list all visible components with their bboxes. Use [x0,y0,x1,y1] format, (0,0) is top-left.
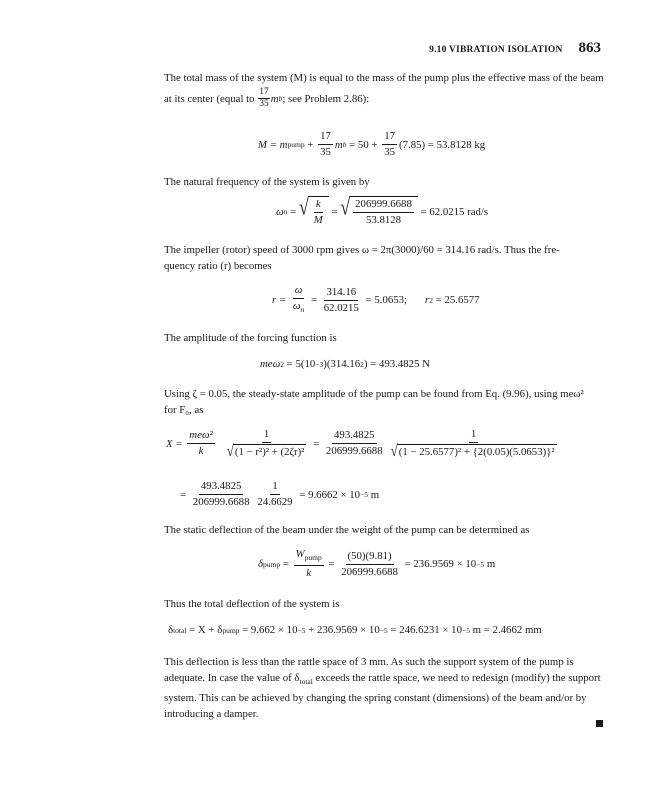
equation-static-deflection [258,548,495,580]
numerator: 493.4825 [332,429,377,444]
eq-text: m [334,138,343,151]
paragraph-total-mass [164,70,604,110]
equation-natural-frequency [276,196,488,227]
eq-text: = 9.6662 × 10 [299,488,361,501]
text-line: Using ζ = 0.05, the steady-state amplitude of the pump can be found from Eq. (9.96), using meω² [164,388,584,400]
text-line: introducing a damper. [164,708,259,721]
paragraph-impeller-speed [164,242,604,274]
numerator: 1 [469,428,478,443]
numerator: 1 [262,428,271,443]
equation-forcing-amplitude [260,358,430,370]
eq-sub: pump [263,559,281,569]
denominator: k [198,445,204,457]
paragraph-conclusion [164,654,604,722]
text-span: exceeds the rattle space, we need to redesign (modify) the support [312,672,601,684]
eq-text: + [307,138,314,151]
text-span: adequate. In case the value of δ [164,672,300,684]
fraction [382,130,397,159]
numerator: meω² [187,429,214,444]
eq-sup: −5 [379,625,388,635]
end-of-proof-icon [596,720,603,727]
fraction [339,550,400,579]
eq-text: = [331,205,338,218]
square-root: √ $\frac{206999.6688}{53.8128}$ [340,196,418,227]
paragraph-static-deflection: The static deflection of the beam under the weight of the pump can be determined as [164,524,530,536]
fraction [318,130,333,159]
denominator: 206999.6688 [341,565,398,578]
section-title: 9.10 VIBRATION ISOLATION [429,45,563,55]
paragraph-forcing-amplitude: The amplitude of the forcing function is [164,332,337,344]
fraction [324,429,385,458]
square-root: √ $\frac{k}{M}$ [299,196,329,227]
radicand: (1 − 25.6577)² + {2(0.05)(5.0653)}² [398,446,555,458]
eq-text: = [310,294,318,307]
fraction [312,198,325,227]
eq-sub: total [173,625,187,635]
fraction: 1 √ (1 − r²)² + (2ζr)² [226,428,305,460]
text-span: at its center (equal to [164,92,255,105]
fraction [258,87,270,110]
eq-text: meω [260,358,281,370]
eq-sup: 2 [429,295,433,305]
equation-steady-amplitude-result [180,480,379,509]
text-line: The total mass of the system (M) is equal to the mass of the pump plus the effective mass of the beam [164,72,604,84]
eq-text: = 5(10 [283,358,316,370]
eq-sup: −5 [360,490,369,499]
denominator: 35 [259,99,269,109]
text-line: This deflection is less than the rattle space of 3 mm. As such the support system of the pump is [164,656,574,668]
eq-text: = X + δ [186,624,223,636]
fraction [255,480,294,509]
eq-text: = 25.6577 [435,294,480,307]
paragraph-natural-frequency: The natural frequency of the system is given by [164,176,370,188]
numerator: 206999.6688 [353,198,414,213]
eq-text: m [368,488,380,501]
fraction [353,198,414,227]
numerator: 17 [259,87,269,97]
eq-text: X = [166,437,183,450]
text-span: ; see Problem 2.86): [282,92,370,105]
numerator: 17 [382,130,397,145]
eq-text: = 236.9569 × 10 [404,558,477,571]
eq-text: = [180,488,187,501]
fraction [191,480,252,509]
eq-text: ω [276,205,284,218]
eq-sup: −3 [315,359,324,369]
denominator: 53.8128 [365,214,402,226]
text-line: The impeller (rotor) speed of 3000 rpm gives ω = 2π(3000)/60 = 314.16 rad/s. Thus the fre- [164,244,560,256]
eq-sub: b [342,140,347,149]
eq-sup: −5 [461,625,470,635]
eq-sup: −5 [476,559,485,569]
fraction [187,429,214,458]
eq-sub: pump [304,553,322,563]
radicand: (1 − r²)² + (2ζr)² [234,446,305,458]
numerator: 493.4825 [199,480,244,495]
paragraph-steady-state [164,386,604,418]
eq-text: δ [258,558,264,571]
numerator: k [314,198,323,213]
numerator: W [295,548,305,560]
eq-text: r = [272,294,287,307]
eq-text: = 5.0653; [365,294,408,307]
numerator: 17 [318,130,333,145]
eq-sup: −5 [297,625,306,635]
denominator: 24.6629 [257,496,293,508]
eq-text: ) = 493.4825 N [363,358,430,370]
eq-text: (7.85) = 53.8128 kg [399,138,486,151]
text-line: at its center (equal to $\frac{17}{35}$ m b ; see Problem 2.86): [164,87,370,109]
denominator: 35 [384,146,396,158]
eq-sub: n [300,305,305,315]
equation-frequency-ratio [272,284,480,316]
fraction [294,548,324,580]
numerator: 314.16 [324,286,358,301]
eq-text: r [425,294,430,307]
equation-total-mass [258,130,485,159]
eq-text: m [484,558,496,571]
running-header [429,40,601,60]
eq-text: δ [168,624,174,636]
numerator: (50)(9.81) [346,550,394,565]
denominator: k [306,567,312,580]
eq-text: )(314.16 [323,358,361,370]
text-line: for F₀, as [164,404,204,416]
denominator: 206999.6688 [325,445,383,457]
eq-text: = 62.0215 rad/s [420,205,489,218]
text-line [164,670,604,690]
denominator: M [313,214,323,226]
eq-text: + 236.9569 × 10 [305,624,380,636]
denominator: 206999.6688 [192,496,250,508]
text-sub: total [299,677,313,687]
eq-text: = 50 + [349,138,378,151]
text-line: system. This can be achieved by changing the spring constant (dimensions) of the beam and/or by [164,692,587,705]
eq-sub: n [283,207,288,216]
text-line: quency ratio (r) becomes [164,260,272,272]
numerator: ω [293,284,305,299]
eq-sup: 2 [280,359,284,369]
eq-text: = [290,205,297,218]
eq-text: = [328,558,335,571]
equation-steady-amplitude [166,428,561,459]
paragraph-total-deflection: Thus the total deflection of the system is [164,598,340,610]
fraction: 1 √ (1 − 25.6577)² + {2(0.05)(5.0653)}² [390,428,555,460]
eq-text: M = m [258,138,288,151]
eq-sup: 2 [360,359,364,369]
eq-sub: pump [222,625,240,635]
eq-text: = [313,437,320,450]
equation-total-deflection [168,624,542,636]
eq-text: = 246.6231 × 10 [387,624,462,636]
denominator: 62.0215 [323,301,359,314]
eq-text: = 9.662 × 10 [239,624,298,636]
eq-text: m = 2.4662 mm [469,624,542,636]
fraction [291,284,306,316]
page-number: 863 [578,40,601,56]
eq-sub: pump [287,140,305,149]
numerator: 1 [270,480,279,495]
denominator: ω [292,300,301,312]
denominator: 35 [320,146,331,158]
eq-text: = [282,558,289,571]
fraction [322,286,361,315]
